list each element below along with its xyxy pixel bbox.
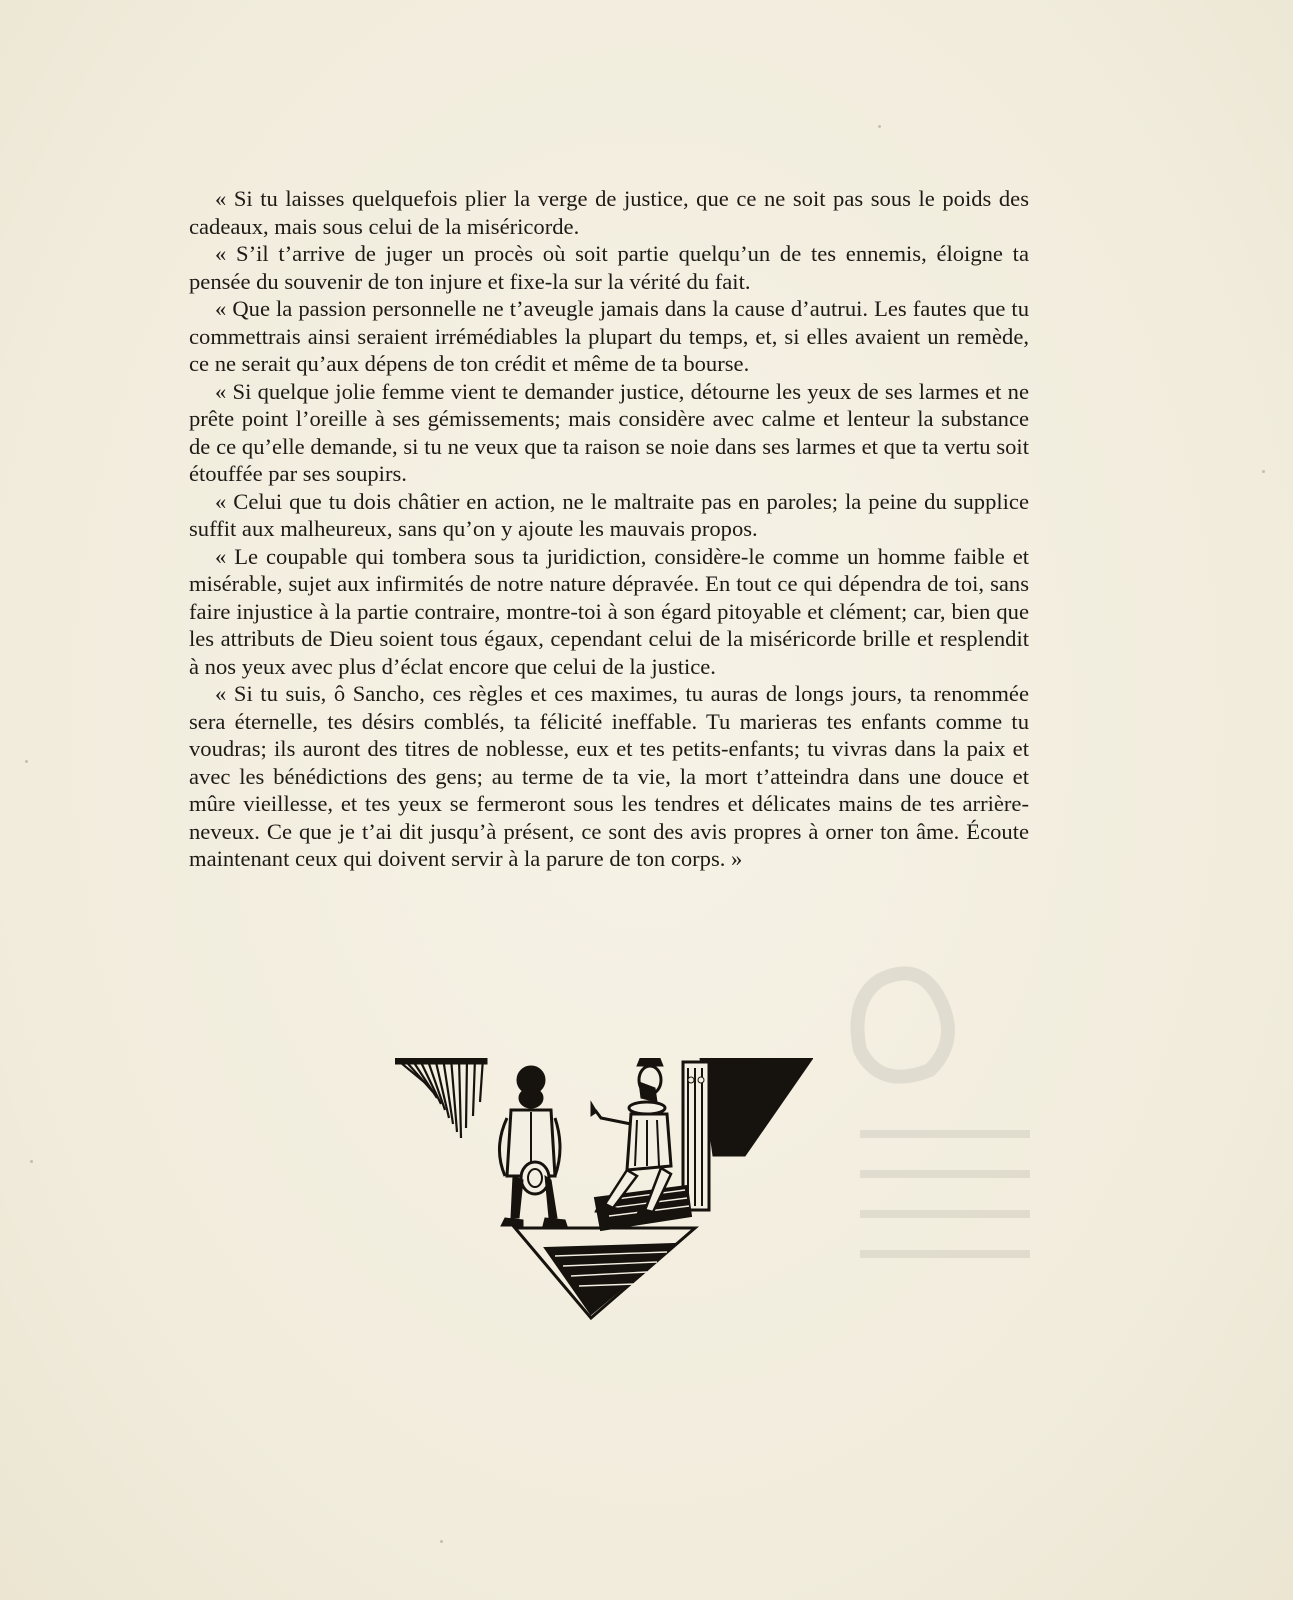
paragraph: « Celui que tu dois châtier en action, ne le maltraite pas en paroles; la peine du supplice suffit aux malheureux, sans qu’on y ajoute les mauvais propos. [189, 488, 1029, 541]
paragraph: « Si tu laisses quelquefois plier la verge de justice, que ce ne soit pas sous le poids des cadeaux, mais sous celui de la miséricorde. [189, 186, 1029, 239]
paragraph: « Si quelque jolie femme vient te demander justice, détourne les yeux de ses larmes et ne prête point l’oreille à ses gémissements; mais considère avec calme et lenteur la substance de ce qu’elle demande, si tu ne veux que ta raison se noie dans ses larmes et que ta vertu soit étouffée par ses soupirs. [189, 378, 1029, 486]
paragraph: « Si tu suis, ô Sancho, ces règles et ces maximes, tu auras de longs jours, ta renommée sera éternelle, tes désirs comblés, ta félicité ineffable. Tu marieras tes enfants comme tu voudras; ils auront des titres de noblesse, eux et tes petits-enfants; tu vivras dans la paix et avec les bénédictions des gens; au terme de ta vie, la mort t’atteindra dans une douce et mûre vieillesse, et tes yeux se fermeront sous les tendres et délicates mains de tes arrière-neveux. Ce que je t’ai dit jusqu’à présent, ce sont des avis propres à orner ton âme. Écoute maintenant ceux qui doivent servir à la parure de ton corps. » [189, 681, 1029, 871]
body-text [189, 185, 1029, 873]
paragraph: « S’il t’arrive de juger un procès où soit partie quelqu’un de tes ennemis, éloigne ta pensée du souvenir de ton injure et fixe-la sur la vérité du fait. [189, 241, 1029, 294]
paragraph: « Que la passion personnelle ne t’aveugle jamais dans la cause d’autrui. Les fautes que tu commettrais ainsi seraient irrémédiables la plupart du temps, et, si elles avaient un remède, ce ne serait qu’aux dépens de ton crédit et même de ta bourse. [189, 296, 1029, 376]
paragraph: « Le coupable qui tombera sous ta juridiction, considère-le comme un homme faible et misérable, sujet aux infirmités de notre nature dépravée. En tout ce qui dépendra de toi, sans faire injustice à la partie contraire, montre-toi à son égard pitoyable et clément; car, bien que les attributs de Dieu soient tous égaux, cependant celui de la miséricorde brille et resplendit à nos yeux avec plus d’éclat encore que celui de la justice. [189, 543, 1029, 679]
vignette-don-quixote-advising-sancho-icon [395, 1058, 813, 1326]
show-through-icon [840, 940, 1040, 1420]
